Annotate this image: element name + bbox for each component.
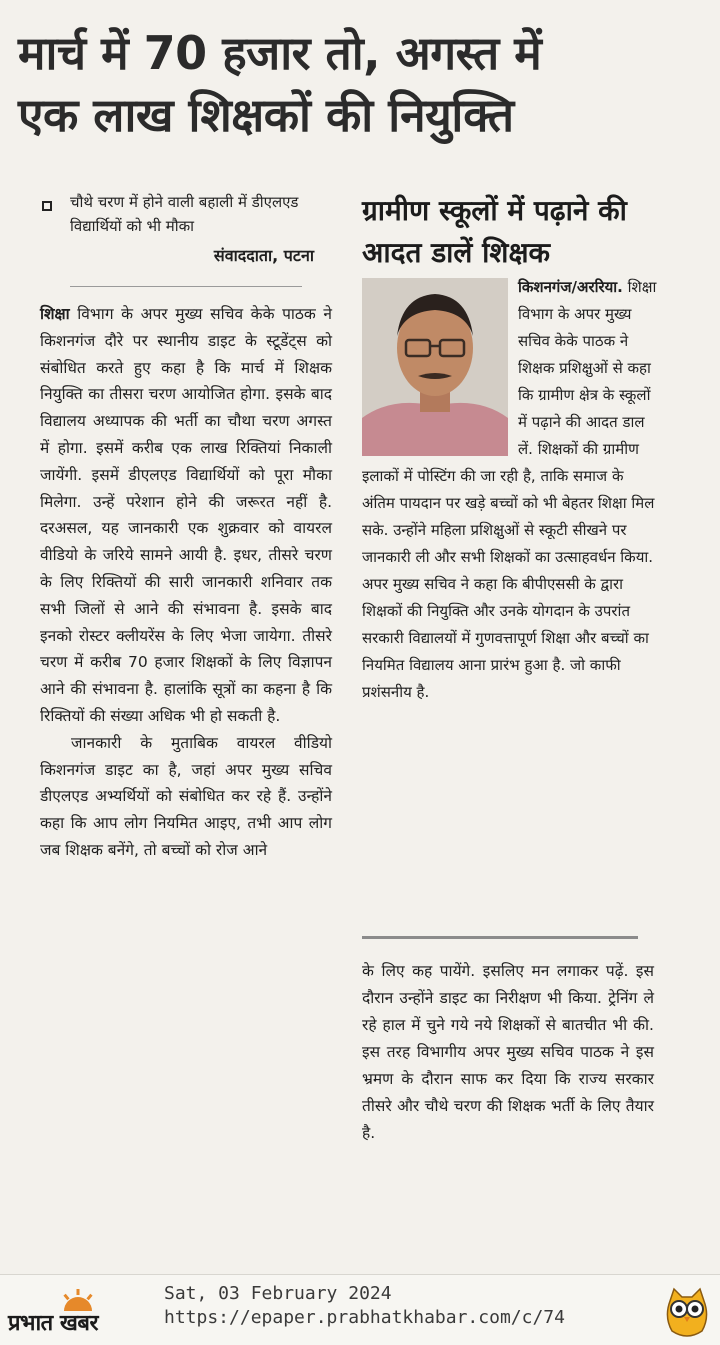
right-article-text [362, 274, 658, 706]
owl-icon [664, 1287, 710, 1339]
edition-date: Sat, 03 February 2024 [164, 1283, 392, 1304]
paragraph-1-text: विभाग के अपर मुख्य सचिव केके पाठक ने किशनगंज दौरे पर स्थानीय डाइट के स्टूडेंट्स को संबोधित करते हुए कहा है कि मार्च में शिक्षक नियुक्ति का तीसरा चरण आयोजित होगा. इसके बाद विद्यालय अध्यापक की भर्ती का चौथा चरण अगस्त में होगा. इसमें करीब एक लाख रिक्तियां निकाली जायेंगी. इसमें डीएलएड विद्यार्थियों को पूरा मौका मिलेगा. उन्हें परेशान होने की जरूरत नहीं है. दरअसल, यह जानकारी एक शुक्रवार को वायरल वीडियो के जरिये सामने आयी है. इधर, तीसरे चरण के लिए रिक्तियों की सारी जानकारी शनिवार तक सभी जिलों से आने की संभावना है. इसके बाद इनको रोस्टर क्लीयरेंस के लिए भेजा जायेगा. तीसरे चरण में करीब 70 हजार शिक्षकों के लिए विज्ञापन आने की संभावना है. हालांकि सूत्रों का कहना है कि रिक्तियों की संख्या अधिक भी हो सकती है. [40, 305, 332, 725]
deck-text: चौथे चरण में होने वाली बहाली में डीएलएड विद्यार्थियों को भी मौका [70, 193, 299, 235]
left-article [40, 190, 332, 864]
headline-line-1: मार्च में 70 हजार तो, अगस्त में [18, 26, 542, 80]
main-headline [18, 22, 708, 146]
footer [0, 1274, 720, 1345]
article-paragraph-2: जानकारी के मुताबिक वायरल वीडियो किशनगंज डाइट का है, जहां अपर मुख्य सचिव डीएलएड अभ्यर्थियों को संबोधित कर रहे हैं. उन्होंने कहा कि आप लोग नियमित आइए, तभी आप लोग जब शिक्षक बनेंगे, तो बच्चों को रोज आने [40, 733, 332, 859]
lead-word: शिक्षा [40, 305, 70, 323]
right-article-body: शिक्षा विभाग के अपर मुख्य सचिव केके पाठक ने शिक्षक प्रशिक्षुओं से कहा कि ग्रामीण क्षेत्र के स्कूलों में पढ़ाने की आदत डाल लें. शिक्षकों की ग्रामीण इलाकों में पोस्टिंग की जा रही है, ताकि समाज के अंतिम पायदान पर खड़े बच्चों को भी बेहतर शिक्षा मिल सके. उन्होंने महिला प्रशिक्षुओं से स्कूटी सीखने पर जानकारी ली और सभी शिक्षकों का उत्साहवर्धन किया. अपर मुख्य सचिव ने कहा कि बीपीएससी के द्वारा शिक्षकों की नियुक्ति और उनके योगदान के उपरांत सरकारी विद्यालयों में गुणवत्तापूर्ण शिक्षा और बच्चों का नियमित विद्यालय आना प्रारंभ हुआ है. जो काफी प्रशंसनीय है. [362, 278, 657, 701]
divider [70, 286, 302, 287]
column-divider [362, 936, 638, 939]
deck [40, 190, 332, 238]
portrait-photo [362, 278, 508, 456]
dateline: किशनगंज/अररिया. [518, 278, 623, 296]
byline: संवाददाता, पटना [213, 246, 314, 265]
right-article [362, 190, 658, 1142]
article-paragraph-1 [40, 301, 332, 730]
epaper-url[interactable]: https://epaper.prabhatkhabar.com/c/74 [164, 1307, 565, 1328]
headline-line-2: एक लाख शिक्षकों की नियुक्ति [18, 88, 514, 142]
bullet-box-icon [42, 201, 52, 211]
sub-headline: ग्रामीण स्कूलों में पढ़ाने की आदत डालें शिक्षक [362, 194, 627, 269]
continuation-text: के लिए कह पायेंगे. इसलिए मन लगाकर पढ़ें. इस दौरान उन्होंने डाइट का निरीक्षण भी किया. ट्रेनिंग ले रहे हाल में चुने गये नये शिक्षकों से बातचीत भी की. इस तरह विभागीय अपर मुख्य सचिव पाठक ने इस भ्रमण के दौरान साफ कर दिया कि राज्य सरकार तीसरे और चौथे चरण की शिक्षक भर्ती के लिए तैयार है. [362, 962, 654, 1142]
logo-text: प्रभात खबर [8, 1311, 98, 1336]
newspaper-logo [8, 1289, 158, 1335]
